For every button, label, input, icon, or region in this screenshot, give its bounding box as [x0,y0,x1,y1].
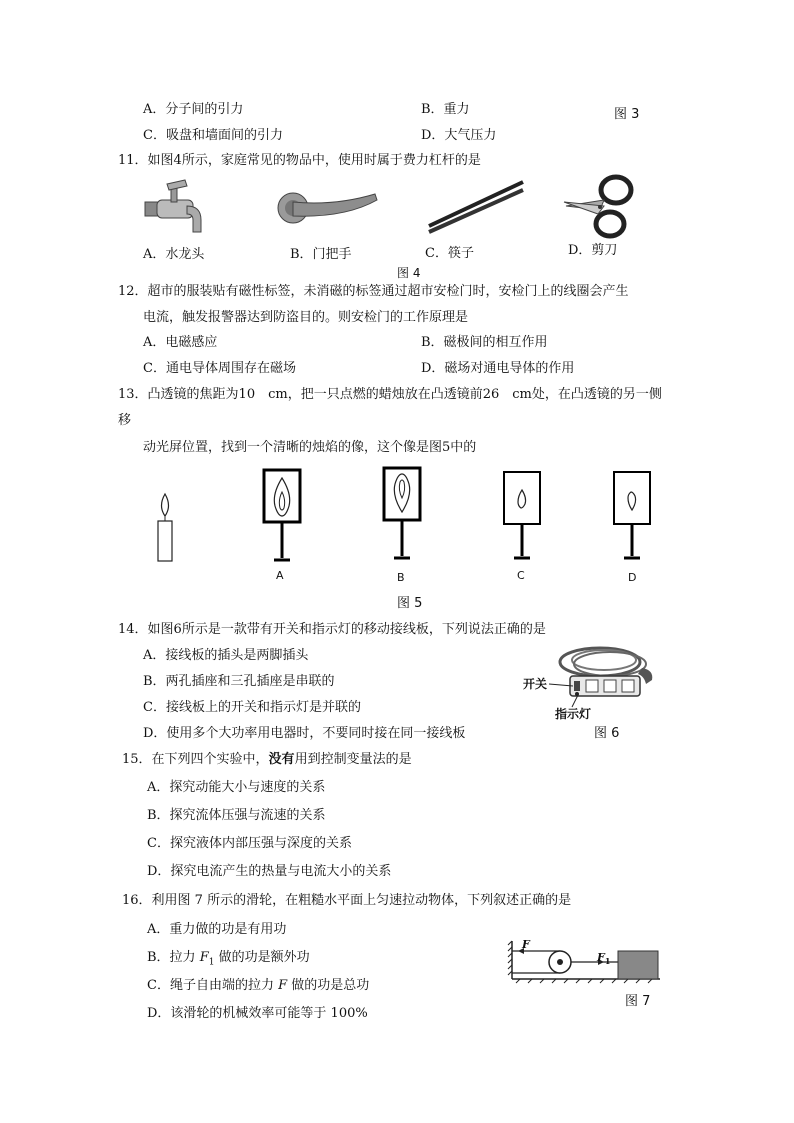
q11-option-d: D．剪刀 [568,243,618,258]
door-handle-image [275,188,379,230]
q15-stem-post: 用到控制变量法的是 [294,752,412,767]
q16-option-c [147,978,369,994]
q11-stem: 11．如图4所示，家庭常见的物品中，使用时属于费力杠杆的是 [118,153,481,168]
q12-option-a: A．电磁感应 [143,335,218,350]
screen-label-d: D [628,571,637,584]
q16-c-pre: C．绳子自由端的拉力 [147,978,279,993]
q15-stem-pre: 15．在下列四个实验中， [122,752,269,767]
figure-5-caption: 图 5 [397,596,423,611]
q11-option-a: A．水龙头 [143,247,205,262]
indicator-light-label: 指示灯 [555,707,592,721]
screen-label-b: B [397,571,405,584]
q14-option-c: C．接线板上的开关和指示灯是并联的 [143,700,361,715]
screen-option-b [382,466,424,564]
pulley-f1-symbol: F [597,951,605,964]
q14-option-a: A．接线板的插头是两脚插头 [143,648,309,663]
screen-option-c [502,470,544,564]
q15-option-a: A．探究动能大小与速度的关系 [147,780,326,795]
screen-label-c: C [517,569,525,582]
q15-stem-emphasis: 没有 [268,752,295,767]
screen-label-a: A [276,569,284,582]
q13-stem-line2: 移 [118,413,132,428]
q12-option-c: C．通电导体周围存在磁场 [143,361,296,376]
pulley-label-f [522,937,530,953]
q15-stem [122,752,412,768]
q16-option-b [147,950,310,971]
q11-option-b: B．门把手 [290,247,352,262]
candle-image [150,490,180,566]
q16-b-pre: B．拉力 [147,950,200,965]
faucet-image [143,176,209,240]
q12-stem-line2: 电流，触发报警器达到防盗目的。则安检门的工作原理是 [143,310,469,325]
q16-c-symbol: F [278,978,288,993]
q14-option-b: B．两孔插座和三孔插座是串联的 [143,674,335,689]
figure-7-caption: 图 7 [625,994,651,1009]
figure-6-caption: 图 6 [594,726,620,741]
switch-label: 开关 [523,677,548,691]
pulley-f-symbol: F [522,938,530,951]
q10-option-c: C．吸盘和墙面间的引力 [143,128,283,143]
q16-b-symbol: F [199,950,209,965]
figure-3-caption: 图 3 [614,107,640,122]
chopsticks-image [426,178,526,234]
q13-stem-line1: 13．凸透镜的焦距为10 cm，把一只点燃的蜡烛放在凸透镜前26 cm处，在凸透镜的另一侧 [118,387,662,402]
pulley-label-f1 [597,950,610,969]
switch-pointer [549,682,575,690]
indicator-light-pointer [570,694,582,708]
q14-stem: 14．如图6所示是一款带有开关和指示灯的移动接线板，下列说法正确的是 [118,622,546,637]
q12-stem-line1: 12．超市的服装贴有磁性标签，未消磁的标签通过超市安检门时，安检门上的线圈会产生 [118,284,629,299]
q14-option-d: D．使用多个大功率用电器时，不要同时接在同一接线板 [143,726,466,741]
pulley-f1-subscript: 1 [604,956,611,967]
figure-4-caption: 图 4 [397,266,421,280]
q16-b-subscript: 1 [208,957,215,968]
q13-stem-line3: 动光屏位置，找到一个清晰的烛焰的像，这个像是图5中的 [143,440,477,455]
q15-option-c: C．探究液体内部压强与深度的关系 [147,836,352,851]
q16-option-d: D．该滑轮的机械效率可能等于 100% [147,1006,368,1021]
q16-b-post: 做的功是额外功 [214,950,310,965]
q12-option-b: B．磁极间的相互作用 [421,335,548,350]
q15-option-d: D．探究电流产生的热量与电流大小的关系 [147,864,392,879]
q10-option-b: B．重力 [421,102,470,117]
q16-stem: 16．利用图 7 所示的滑轮，在粗糙水平面上匀速拉动物体，下列叙述正确的是 [122,893,572,908]
screen-option-d [612,470,654,564]
screen-option-a [262,468,304,566]
power-strip-image [550,640,662,706]
q12-option-d: D．磁场对通电导体的作用 [421,361,575,376]
q16-c-post: 做的功是总功 [287,978,370,993]
q16-option-a: A．重力做的功是有用功 [147,922,287,937]
q10-option-d: D．大气压力 [421,128,497,143]
q11-option-c: C．筷子 [425,246,474,261]
q10-option-a: A．分子间的引力 [143,102,244,117]
q15-option-b: B．探究流体压强与流速的关系 [147,808,326,823]
scissors-image [560,172,636,242]
